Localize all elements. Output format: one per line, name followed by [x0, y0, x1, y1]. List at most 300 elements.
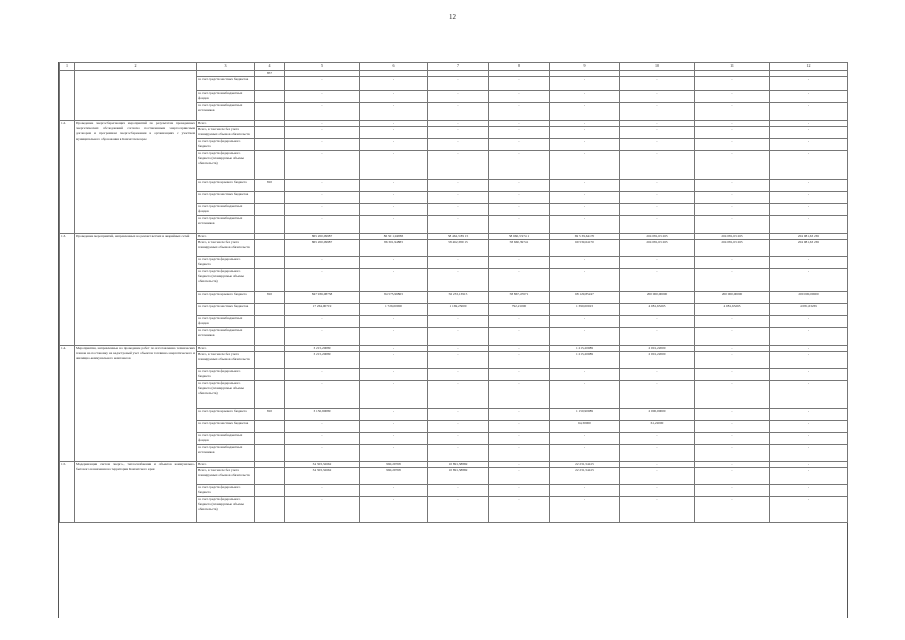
amount-cell: 204 081,63 265	[620, 240, 695, 257]
amount-cell: -	[489, 485, 550, 497]
amount-cell: -	[428, 328, 489, 346]
amount-cell: -	[360, 216, 428, 234]
amount-cell: -	[550, 433, 620, 445]
budget-code	[255, 468, 285, 485]
funding-source: за счет средств внебюджетных фондов	[197, 316, 255, 328]
amount-cell: -	[489, 316, 550, 328]
amount-cell: -	[770, 103, 848, 121]
section-number: 1.4.	[60, 346, 75, 462]
header-cell: 11	[695, 63, 770, 71]
amount-cell: -	[695, 346, 770, 352]
amount-cell: -	[695, 468, 770, 485]
amount-cell: 34 303,32662	[285, 468, 360, 485]
budget-code	[255, 240, 285, 257]
amount-cell: -	[360, 139, 428, 151]
funding-source: за счет средств краевого бюджета	[197, 409, 255, 421]
funding-source: за счет средств федерального бюджета	[197, 485, 255, 497]
amount-cell: -	[360, 328, 428, 346]
amount-cell: -	[428, 77, 489, 91]
amount-cell: 1 169,25000	[428, 304, 489, 316]
amount-cell: -	[489, 346, 550, 352]
section-title	[75, 71, 197, 121]
amount-cell: -	[695, 445, 770, 462]
amount-cell: 58 660,3 974 1	[489, 234, 550, 240]
amount-cell: -	[360, 352, 428, 369]
amount-cell: 865 200,09987	[285, 234, 360, 240]
amount-cell: -	[695, 151, 770, 180]
amount-cell: -	[620, 462, 695, 468]
budget-code	[255, 151, 285, 180]
section-number: 1.3.	[60, 234, 75, 346]
amount-cell: 2 000,00000	[620, 409, 695, 421]
amount-cell: -	[620, 328, 695, 346]
amount-cell: -	[360, 121, 428, 127]
amount-cell: -	[428, 216, 489, 234]
amount-cell: 58 462,389 15	[428, 240, 489, 257]
section-number: 1.2.	[60, 121, 75, 234]
amount-cell: -	[550, 328, 620, 346]
amount-cell: -	[360, 127, 428, 139]
amount-cell: 847 936,08738	[285, 292, 360, 304]
funding-source: Всего	[197, 121, 255, 127]
amount-cell: -	[550, 316, 620, 328]
amount-cell: -	[620, 445, 695, 462]
amount-cell: -	[550, 204, 620, 216]
amount-cell: -	[550, 269, 620, 292]
amount-cell: 56 233,13915	[428, 292, 489, 304]
amount-cell: -	[489, 257, 550, 269]
amount-cell: 22 231,54415	[550, 462, 620, 468]
budget-code	[255, 257, 285, 269]
amount-cell: -	[489, 127, 550, 139]
amount-cell: -	[770, 139, 848, 151]
amount-cell: -	[695, 257, 770, 269]
budget-code	[255, 204, 285, 216]
amount-cell: -	[360, 204, 428, 216]
amount-cell: -	[695, 216, 770, 234]
amount-cell: -	[620, 316, 695, 328]
amount-cell: -	[360, 381, 428, 409]
amount-cell: -	[620, 497, 695, 523]
amount-cell: -	[360, 192, 428, 204]
amount-cell: -	[620, 180, 695, 192]
amount-cell: -	[695, 91, 770, 103]
amount-cell: -	[428, 352, 489, 369]
amount-cell: -	[360, 369, 428, 381]
amount-cell: -	[770, 381, 848, 409]
amount-cell: -	[285, 257, 360, 269]
amount-cell: -	[360, 409, 428, 421]
amount-cell: 10 891,58869	[428, 468, 489, 485]
amount-cell: -	[770, 216, 848, 234]
amount-cell: 1 150,90089	[550, 409, 620, 421]
amount-cell: -	[360, 257, 428, 269]
amount-cell: 61,22000	[620, 421, 695, 433]
amount-cell: -	[620, 77, 695, 91]
funding-source: Всего	[197, 462, 255, 468]
funding-source: за счет средств местных бюджетов	[197, 192, 255, 204]
amount-cell: -	[550, 192, 620, 204]
amount-cell: -	[428, 257, 489, 269]
amount-cell: -	[428, 421, 489, 433]
budget-code	[255, 328, 285, 346]
amount-cell: -	[695, 497, 770, 523]
amount-cell: -	[770, 433, 848, 445]
amount-cell: -	[620, 151, 695, 180]
budget-code	[255, 103, 285, 121]
section-number	[60, 71, 75, 121]
funding-source: за счет средств федерального бюджета	[197, 257, 255, 269]
amount-cell: -	[489, 216, 550, 234]
amount-cell: -	[550, 445, 620, 462]
amount-cell: -	[489, 77, 550, 91]
amount-cell: 204 081,63 265	[770, 234, 848, 240]
amount-cell: 204 081,63 265	[695, 234, 770, 240]
amount-cell: 1 215,20089	[550, 352, 620, 369]
amount-cell: -	[550, 127, 620, 139]
amount-cell: 86 301,94883	[360, 240, 428, 257]
amount-cell: -	[428, 192, 489, 204]
amount-cell: -	[550, 216, 620, 234]
funding-source: Всего, в том числе без учета планируемых объемов обязательств	[197, 240, 255, 257]
amount-cell: -	[770, 421, 848, 433]
budget-code	[255, 269, 285, 292]
amount-cell: -	[285, 204, 360, 216]
amount-cell: -	[550, 103, 620, 121]
amount-cell: -	[770, 328, 848, 346]
amount-cell: -	[770, 468, 848, 485]
amount-cell: -	[550, 139, 620, 151]
amount-cell: 960,29768	[360, 462, 428, 468]
amount-cell: -	[489, 369, 550, 381]
amount-cell: -	[695, 462, 770, 468]
amount-cell: -	[489, 381, 550, 409]
budget-code	[255, 216, 285, 234]
amount-cell: -	[770, 180, 848, 192]
funding-source: за счет средств внебюджетных фондов	[197, 204, 255, 216]
amount-cell: -	[770, 462, 848, 468]
amount-cell: -	[695, 409, 770, 421]
amount-cell: -	[550, 180, 620, 192]
amount-cell: 58 462,3 89 15	[428, 234, 489, 240]
budget-code	[255, 381, 285, 409]
amount-cell: 3 150,90089	[285, 409, 360, 421]
amount-cell: -	[489, 352, 550, 369]
amount-cell: -	[695, 180, 770, 192]
amount-cell: -	[360, 180, 428, 192]
header-cell: 9	[550, 63, 620, 71]
amount-cell: -	[550, 257, 620, 269]
amount-cell: -	[550, 369, 620, 381]
amount-cell: -	[285, 485, 360, 497]
budget-code: 857	[255, 71, 285, 77]
section-title: Проведение энергосберегающих мероприятий по результатам проведенных энергетических обследований согласно поставленным энергосервисным договорам и программам энергосбережения в организациях с участием муниципального образования в Камчатском крае	[75, 121, 197, 234]
funding-source: за счет средств федерального бюджета (планируемые объемы обязательств)	[197, 151, 255, 180]
header-cell: 8	[489, 63, 550, 71]
header-cell: 5	[285, 63, 360, 71]
amount-cell: 64,30000	[550, 421, 620, 433]
amount-cell: -	[550, 121, 620, 127]
amount-cell: -	[695, 121, 770, 127]
funding-source: за счет средств внебюджетных источников	[197, 103, 255, 121]
amount-cell: -	[620, 121, 695, 127]
budget-code	[255, 139, 285, 151]
amount-cell: -	[770, 257, 848, 269]
funding-source: за счет средств внебюджетных фондов	[197, 433, 255, 445]
budget-code	[255, 433, 285, 445]
amount-cell: -	[550, 77, 620, 91]
amount-cell: -	[620, 91, 695, 103]
amount-cell: -	[770, 316, 848, 328]
amount-cell: -	[695, 127, 770, 139]
amount-cell: -	[770, 346, 848, 352]
header-cell: 3	[197, 63, 255, 71]
amount-cell: -	[489, 462, 550, 468]
funding-source: за счет средств федерального бюджета (планируемые объемы обязательств)	[197, 381, 255, 409]
funding-source: за счет средств краевого бюджета	[197, 180, 255, 192]
amount-cell: 200 000,00000	[695, 292, 770, 304]
amount-cell: 1 215,20089	[550, 346, 620, 352]
amount-cell: -	[428, 103, 489, 121]
amount-cell: 792,21000	[489, 304, 550, 316]
amount-cell: -	[620, 485, 695, 497]
amount-cell: -	[695, 269, 770, 292]
amount-cell: -	[695, 381, 770, 409]
amount-cell: -	[620, 381, 695, 409]
amount-cell: -	[620, 369, 695, 381]
amount-cell: 204 081,63 265	[770, 240, 848, 257]
amount-cell: -	[428, 445, 489, 462]
amount-cell: 204 081,63 265	[695, 240, 770, 257]
amount-cell: -	[285, 127, 360, 139]
amount-cell: -	[770, 127, 848, 139]
amount-cell: -	[620, 103, 695, 121]
amount-cell: -	[285, 445, 360, 462]
amount-cell: -	[360, 433, 428, 445]
amount-cell: -	[285, 192, 360, 204]
amount-cell: -	[360, 316, 428, 328]
amount-cell: -	[770, 204, 848, 216]
amount-cell: 17 264,00719	[285, 304, 360, 316]
section-title: Модернизация систем энерго-, теплоснабжения и объектов коммунально-бытового назначения на территории Камчатского края	[75, 462, 197, 523]
amount-cell: -	[428, 180, 489, 192]
amount-cell: -	[428, 485, 489, 497]
header-cell: 12	[770, 63, 848, 71]
amount-cell: 69 539,64170	[550, 240, 620, 257]
amount-cell: -	[489, 421, 550, 433]
amount-cell: -	[770, 77, 848, 91]
budget-code	[255, 304, 285, 316]
amount-cell: -	[695, 421, 770, 433]
amount-cell: 69 5 39,64170	[550, 234, 620, 240]
amount-cell: 4 081,63265	[695, 304, 770, 316]
amount-cell: -	[620, 257, 695, 269]
budget-code	[255, 369, 285, 381]
table-row	[60, 234, 848, 240]
budget-code	[255, 352, 285, 369]
funding-source: за счет средств внебюджетных источников	[197, 216, 255, 234]
amount-cell: -	[489, 180, 550, 192]
amount-cell: -	[285, 328, 360, 346]
amount-cell: -	[428, 497, 489, 523]
amount-cell: -	[550, 91, 620, 103]
amount-cell: -	[489, 151, 550, 180]
funding-source: Всего, в том числе без учета планируемых объемов обязательств	[197, 468, 255, 485]
amount-cell: -	[489, 269, 550, 292]
amount-cell: 34 303,32662	[285, 462, 360, 468]
amount-cell: 865 200,09987	[285, 240, 360, 257]
funding-source: за счет средств местных бюджетов	[197, 304, 255, 316]
amount-cell: -	[428, 91, 489, 103]
amount-cell: -	[428, 346, 489, 352]
amount-cell: -	[770, 497, 848, 523]
amount-cell: -	[360, 77, 428, 91]
amount-cell: -	[428, 369, 489, 381]
header-cell: 4	[255, 63, 285, 71]
amount-cell: -	[285, 381, 360, 409]
budget-table-sheet	[58, 62, 848, 618]
amount-cell: -	[489, 139, 550, 151]
budget-code	[255, 497, 285, 523]
amount-cell: -	[550, 151, 620, 180]
amount-cell: -	[428, 151, 489, 180]
budget-code	[255, 316, 285, 328]
amount-cell: 200 000,00000	[620, 292, 695, 304]
amount-cell: -	[770, 151, 848, 180]
funding-source: за счет средств федерального бюджета (планируемые объемы обязательств)	[197, 497, 255, 523]
amount-cell: -	[489, 445, 550, 462]
funding-source: за счет средств федерального бюджета	[197, 369, 255, 381]
amount-cell: -	[285, 139, 360, 151]
amount-cell: 22 231,54415	[550, 468, 620, 485]
amount-cell: -	[695, 204, 770, 216]
amount-cell: -	[770, 369, 848, 381]
amount-cell: -	[695, 485, 770, 497]
budget-code	[255, 445, 285, 462]
funding-source: за счет средств краевого бюджета	[197, 292, 255, 304]
amount-cell: -	[620, 127, 695, 139]
amount-cell: -	[489, 468, 550, 485]
amount-cell: -	[285, 433, 360, 445]
amount-cell: -	[428, 127, 489, 139]
budget-table	[59, 62, 848, 523]
amount-cell: -	[695, 103, 770, 121]
amount-cell: -	[620, 269, 695, 292]
amount-cell: -	[620, 192, 695, 204]
amount-cell: -	[489, 409, 550, 421]
amount-cell: -	[360, 421, 428, 433]
budget-code	[255, 485, 285, 497]
amount-cell: -	[489, 103, 550, 121]
amount-cell: -	[770, 91, 848, 103]
amount-cell: -	[695, 352, 770, 369]
amount-cell: -	[285, 497, 360, 523]
amount-cell: -	[770, 352, 848, 369]
section-title: Проведение мероприятий, направленных на ремонт ветхих и аварийных сетей	[75, 234, 197, 346]
amount-cell: -	[428, 316, 489, 328]
budget-code	[255, 91, 285, 103]
funding-source: за счет средств внебюджетных фондов	[197, 91, 255, 103]
header-cell: 1	[60, 63, 75, 71]
funding-source: за счет средств федерального бюджета (планируемые объемы обязательств)	[197, 269, 255, 292]
amount-cell: -	[360, 445, 428, 462]
amount-cell: -	[489, 121, 550, 127]
amount-cell: -	[285, 216, 360, 234]
amount-cell: -	[285, 91, 360, 103]
amount-cell: -	[428, 139, 489, 151]
header-cell: 2	[75, 63, 197, 71]
header-cell: 10	[620, 63, 695, 71]
amount-cell: -	[428, 433, 489, 445]
amount-cell: 204 081,63 265	[620, 234, 695, 240]
header-cell: 7	[428, 63, 489, 71]
budget-code	[255, 77, 285, 91]
page-number: 12	[449, 13, 456, 21]
amount-cell: -	[770, 409, 848, 421]
funding-source: за счет средств местных бюджетов	[197, 421, 255, 433]
funding-source: Всего	[197, 234, 255, 240]
amount-cell: -	[550, 497, 620, 523]
amount-cell: -	[770, 485, 848, 497]
amount-cell: 2 001,22000	[620, 352, 695, 369]
amount-cell: -	[489, 192, 550, 204]
funding-source: Всего, в том числе без учета планируемых объемов обязательств	[197, 352, 255, 369]
budget-code	[255, 127, 285, 139]
amount-cell: -	[360, 91, 428, 103]
amount-cell: -	[695, 369, 770, 381]
amount-cell: 960,29768	[360, 468, 428, 485]
amount-cell: 3 215,20089	[285, 352, 360, 369]
funding-source: за счет средств местных бюджетов	[197, 77, 255, 91]
amount-cell: -	[285, 77, 360, 91]
amount-cell: -	[360, 497, 428, 523]
amount-cell: -	[550, 485, 620, 497]
amount-cell: -	[489, 328, 550, 346]
amount-cell: 10 891,58869	[428, 462, 489, 468]
amount-cell: -	[620, 216, 695, 234]
amount-cell: -	[285, 269, 360, 292]
amount-cell: -	[285, 121, 360, 127]
amount-cell: 68 129,85247	[550, 292, 620, 304]
amount-cell: 86 50 1,94883	[360, 234, 428, 240]
funding-source: Всего, в том числе без учета планируемых объемов обязательств	[197, 127, 255, 139]
funding-source: за счет средств федерального бюджета	[197, 139, 255, 151]
amount-cell: 4 081,63265	[620, 304, 695, 316]
header-row	[60, 63, 848, 71]
budget-code: 810	[255, 180, 285, 192]
amount-cell: 84 575,99863	[360, 292, 428, 304]
amount-cell: 58 660,39741	[489, 240, 550, 257]
amount-cell: -	[620, 139, 695, 151]
amount-cell: -	[770, 269, 848, 292]
amount-cell: -	[620, 433, 695, 445]
amount-cell: -	[489, 204, 550, 216]
budget-code: 810	[255, 409, 285, 421]
header-cell: 6	[360, 63, 428, 71]
amount-cell: 200 000,00000	[770, 292, 848, 304]
amount-cell: -	[620, 468, 695, 485]
amount-cell: -	[489, 497, 550, 523]
budget-code: 810	[255, 292, 285, 304]
funding-source: за счет средств внебюджетных источников	[197, 445, 255, 462]
amount-cell: -	[428, 409, 489, 421]
amount-cell: -	[620, 204, 695, 216]
amount-cell: -	[428, 381, 489, 409]
amount-cell: -	[360, 485, 428, 497]
amount-cell: -	[360, 103, 428, 121]
section-title: Мероприятия, направленные на проведение работ по изготовлению технических планов на постановку на кадастровый учет объектов топливно-энергетического и жилищно-коммунального комплексов	[75, 346, 197, 462]
amount-cell: -	[695, 139, 770, 151]
